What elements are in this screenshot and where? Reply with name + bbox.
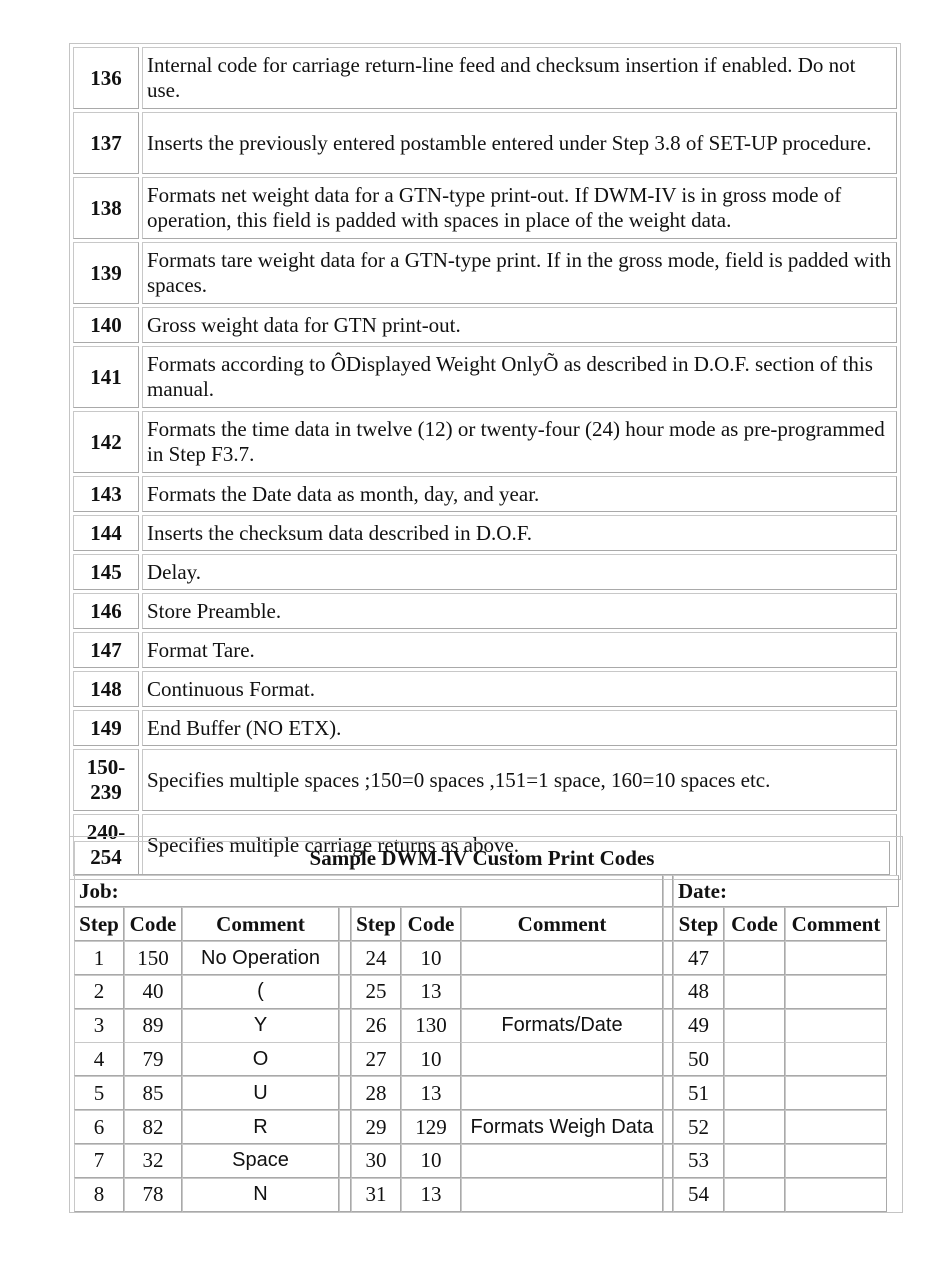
column-separator [663, 1042, 673, 1076]
code-description: Continuous Format. [142, 671, 897, 707]
step-cell: 7 [74, 1144, 124, 1178]
comment-cell [461, 975, 663, 1009]
comment-cell: N [182, 1178, 339, 1212]
comment-cell [785, 941, 887, 975]
code-number: 140 [73, 307, 139, 343]
step-cell: 28 [351, 1076, 401, 1110]
code-description: Formats according to ÔDisplayed Weight OnlyÕ as described in D.O.F. section of this manual. [142, 346, 897, 408]
code-row [73, 346, 897, 408]
code-description: End Buffer (NO ETX). [142, 710, 897, 746]
column-header: Comment [182, 907, 339, 941]
code-number: 139 [73, 242, 139, 304]
column-separator [339, 941, 351, 975]
step-cell: 54 [673, 1178, 724, 1212]
step-cell: 26 [351, 1009, 401, 1043]
code-cell: 79 [124, 1042, 182, 1076]
code-number: 142 [73, 411, 139, 473]
code-number: 143 [73, 476, 139, 512]
comment-cell: Y [182, 1009, 339, 1043]
column-separator [663, 941, 673, 975]
comment-cell [785, 1042, 887, 1076]
code-cell [724, 1009, 785, 1043]
column-header: Code [401, 907, 461, 941]
code-description: Formats the time data in twelve (12) or twenty-four (24) hour mode as pre-programmed in Step F3.7. [142, 411, 897, 473]
code-cell: 10 [401, 941, 461, 975]
comment-cell [785, 1009, 887, 1043]
code-row [73, 242, 897, 304]
code-cell: 85 [124, 1076, 182, 1110]
code-cell: 78 [124, 1178, 182, 1212]
date-label: Date: [673, 875, 899, 907]
code-description: Inserts the checksum data described in D.O.F. [142, 515, 897, 551]
sample-print-codes-table [69, 836, 903, 1213]
code-row [73, 47, 897, 109]
column-header: Comment [785, 907, 887, 941]
comment-cell: Space [182, 1144, 339, 1178]
code-cell [724, 1144, 785, 1178]
code-row [73, 671, 897, 707]
step-cell: 30 [351, 1144, 401, 1178]
comment-cell [785, 1178, 887, 1212]
column-separator [339, 1110, 351, 1144]
code-cell: 82 [124, 1110, 182, 1144]
step-cell: 2 [74, 975, 124, 1009]
step-cell: 49 [673, 1009, 724, 1043]
code-number: 144 [73, 515, 139, 551]
print-codes-table [69, 43, 901, 880]
column-separator [663, 1009, 673, 1043]
code-number: 137 [73, 112, 139, 174]
column-separator [339, 1178, 351, 1212]
step-cell: 52 [673, 1110, 724, 1144]
code-description: Delay. [142, 554, 897, 590]
code-cell: 40 [124, 975, 182, 1009]
comment-cell: Formats Weigh Data [461, 1110, 663, 1144]
code-number: 138 [73, 177, 139, 239]
column-separator [339, 1076, 351, 1110]
code-row [73, 593, 897, 629]
code-cell: 13 [401, 1178, 461, 1212]
step-cell: 27 [351, 1042, 401, 1076]
code-cell: 10 [401, 1144, 461, 1178]
column-separator [663, 975, 673, 1009]
job-label: Job: [74, 875, 663, 907]
code-cell: 89 [124, 1009, 182, 1043]
column-separator [663, 1110, 673, 1144]
step-cell: 1 [74, 941, 124, 975]
code-row [73, 112, 897, 174]
column-separator [663, 1144, 673, 1178]
code-cell [724, 1042, 785, 1076]
code-cell: 129 [401, 1110, 461, 1144]
code-number: 136 [73, 47, 139, 109]
step-cell: 48 [673, 975, 724, 1009]
code-description: Store Preamble. [142, 593, 897, 629]
code-number: 148 [73, 671, 139, 707]
comment-cell [461, 1076, 663, 1110]
column-separator [663, 1178, 673, 1212]
step-cell: 5 [74, 1076, 124, 1110]
step-cell: 6 [74, 1110, 124, 1144]
comment-cell: Formats/Date [461, 1009, 663, 1043]
column-header: Code [124, 907, 182, 941]
code-cell [724, 1110, 785, 1144]
code-cell: 13 [401, 975, 461, 1009]
code-cell: 32 [124, 1144, 182, 1178]
code-description: Specifies multiple spaces ;150=0 spaces ,151=1 space, 160=10 spaces etc. [142, 749, 897, 811]
code-row [73, 177, 897, 239]
column-header: Step [351, 907, 401, 941]
step-cell: 53 [673, 1144, 724, 1178]
code-cell: 13 [401, 1076, 461, 1110]
step-cell: 31 [351, 1178, 401, 1212]
code-number: 149 [73, 710, 139, 746]
code-cell [724, 975, 785, 1009]
column-separator [339, 907, 351, 941]
code-row [73, 307, 897, 343]
code-number: 145 [73, 554, 139, 590]
code-description: Internal code for carriage return-line feed and checksum insertion if enabled. Do not use. [142, 47, 897, 109]
code-description: Formats net weight data for a GTN-type print-out. If DWM-IV is in gross mode of operation, this field is padded with spaces in place of the weight data. [142, 177, 897, 239]
code-cell [724, 1076, 785, 1110]
comment-cell: O [182, 1042, 339, 1076]
step-cell: 47 [673, 941, 724, 975]
column-separator [663, 875, 673, 907]
comment-cell [785, 1110, 887, 1144]
code-row [73, 632, 897, 668]
code-description: Gross weight data for GTN print-out. [142, 307, 897, 343]
step-cell: 51 [673, 1076, 724, 1110]
code-row [73, 749, 897, 811]
code-row [73, 476, 897, 512]
comment-cell: ( [182, 975, 339, 1009]
comment-cell [461, 1042, 663, 1076]
code-cell: 150 [124, 941, 182, 975]
column-separator [339, 975, 351, 1009]
column-separator [663, 907, 673, 941]
code-description: Formats the Date data as month, day, and year. [142, 476, 897, 512]
code-cell [724, 1178, 785, 1212]
comment-cell [461, 1144, 663, 1178]
column-header: Comment [461, 907, 663, 941]
column-separator [339, 1042, 351, 1076]
comment-cell [785, 1144, 887, 1178]
code-number: 141 [73, 346, 139, 408]
code-row [73, 554, 897, 590]
code-cell: 130 [401, 1009, 461, 1043]
code-description: Specifies multiple carriage returns as above. [142, 814, 897, 876]
code-row [73, 515, 897, 551]
code-row [73, 710, 897, 746]
column-separator [339, 1144, 351, 1178]
column-header: Step [673, 907, 724, 941]
code-cell [724, 941, 785, 975]
comment-cell: No Operation [182, 941, 339, 975]
step-cell: 25 [351, 975, 401, 1009]
column-separator [663, 1076, 673, 1110]
code-cell: 10 [401, 1042, 461, 1076]
step-cell: 8 [74, 1178, 124, 1212]
step-cell: 24 [351, 941, 401, 975]
code-description: Inserts the previously entered postamble entered under Step 3.8 of SET-UP procedure. [142, 112, 897, 174]
column-header: Code [724, 907, 785, 941]
column-header: Step [74, 907, 124, 941]
column-separator [339, 1009, 351, 1043]
comment-cell [785, 975, 887, 1009]
step-cell: 50 [673, 1042, 724, 1076]
code-number: 150- 239 [73, 749, 139, 811]
code-description: Format Tare. [142, 632, 897, 668]
code-row [73, 411, 897, 473]
code-number: 240- 254 [73, 814, 139, 876]
comment-cell [461, 1178, 663, 1212]
comment-cell [785, 1076, 887, 1110]
code-description: Formats tare weight data for a GTN-type print. If in the gross mode, field is padded with spaces. [142, 242, 897, 304]
comment-cell [461, 941, 663, 975]
code-number: 147 [73, 632, 139, 668]
step-cell: 3 [74, 1009, 124, 1043]
comment-cell: R [182, 1110, 339, 1144]
step-cell: 4 [74, 1042, 124, 1076]
step-cell: 29 [351, 1110, 401, 1144]
code-number: 146 [73, 593, 139, 629]
sample-table-title: Sample DWM-IV Custom Print Codes [74, 841, 890, 875]
comment-cell: U [182, 1076, 339, 1110]
